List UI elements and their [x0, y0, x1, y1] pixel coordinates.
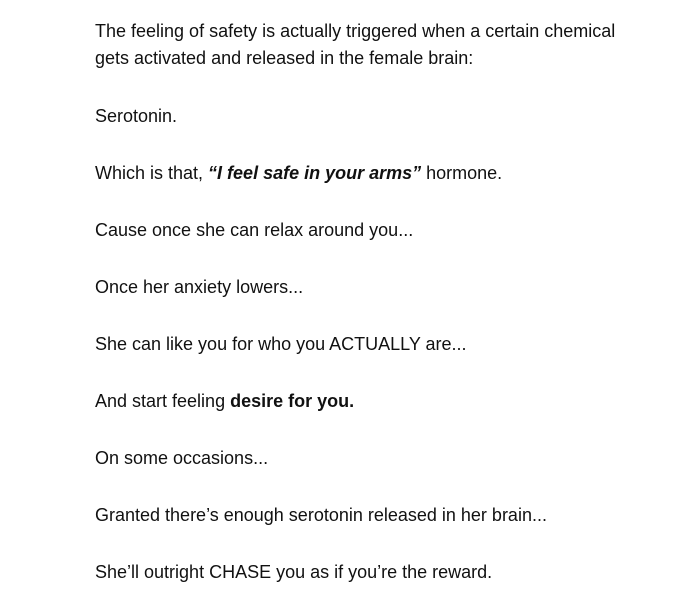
- paragraph-relax: Cause once she can relax around you...: [95, 220, 414, 240]
- paragraph-text: Which is that,: [95, 163, 209, 183]
- paragraph-text: hormone.: [421, 163, 503, 183]
- paragraph-actually: She can like you for who you ACTUALLY are...: [95, 334, 467, 354]
- paragraph-text: And start feeling: [95, 391, 231, 411]
- paragraph-desire: [95, 388, 354, 415]
- emphasis-quote: “I feel safe in your arms”: [208, 163, 422, 183]
- paragraph-anxiety: Once her anxiety lowers...: [95, 277, 304, 297]
- paragraph-safety-trigger: [95, 18, 615, 72]
- paragraph-hormone: [95, 160, 502, 187]
- paragraph-line: The feeling of safety is actually triggered when a certain chemical: [95, 21, 616, 41]
- paragraph-line: gets activated and released in the female brain:: [95, 48, 474, 68]
- paragraph-chase: She’ll outright CHASE you as if you’re the reward.: [95, 562, 493, 582]
- paragraph-serotonin: Serotonin.: [95, 106, 178, 126]
- emphasis-bold: desire for you.: [230, 391, 355, 411]
- paragraph-occasions: On some occasions...: [95, 448, 269, 468]
- paragraph-granted: Granted there’s enough serotonin released in her brain...: [95, 505, 547, 525]
